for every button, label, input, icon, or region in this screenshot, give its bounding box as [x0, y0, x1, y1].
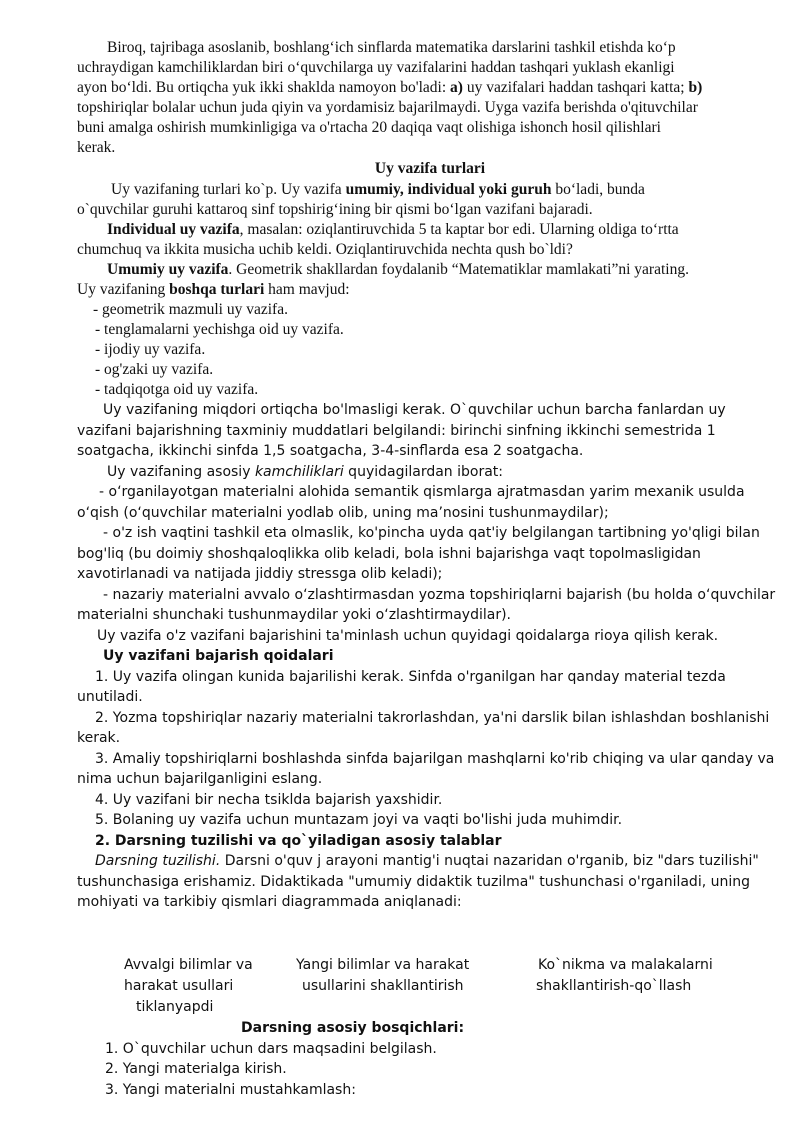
text-line: bog'liq (bu doimiy shoshqaloqlikka olib keladi, bola ishni bajarishga vaqt topolmasligidan	[77, 545, 701, 562]
diagram-box-previous-knowledge	[124, 955, 253, 1018]
text-line: materialni shunchaki tushunmaydilar yoki o‘zlashtirmaydilar).	[77, 607, 511, 623]
list-item: 2. Yozma topshiriqlar nazariy materialni takrorlashdan, ya'ni darslik bilan ishlashdan boshlanishi	[95, 709, 770, 726]
text-line: ayon bo‘ldi. Bu ortiqcha yuk ikki shaklda namoyon bo'ladi: a) uy vazifalari haddan tashqari katta; b)	[77, 79, 703, 96]
diagram-text: harakat usullari	[124, 978, 234, 994]
diagram-text: Ko`nikma va malakalarni	[538, 957, 713, 973]
section-heading: Darsning asosiy bosqichlari:	[241, 1020, 465, 1036]
paragraph-types	[77, 180, 783, 400]
section-heading: 2. Darsning tuzilishi va qo`yiladigan asosiy talablar	[95, 832, 502, 849]
text-line: Uy vazifa o'z vazifani bajarishini ta'minlash uchun quyidagi qoidalarga rioya qilish kerak.	[97, 627, 719, 644]
diagram-box-skills	[536, 955, 713, 997]
text-line: topshiriqlar bolalar uchun juda qiyin va yordamisiz bajarilmaydi. Uyga vazifa berishda o'qituvchilar	[77, 99, 698, 116]
diagram-text: tiklanyapdi	[136, 999, 214, 1015]
text-line: Uy vazifaning boshqa turlari ham mavjud:	[77, 281, 350, 298]
text-line: Individual uy vazifa, masalan: oziqlantiruvchida 5 ta kaptar bor edi. Ularning oldiga to‘rtta	[107, 221, 679, 238]
text-line: o‘qish (o‘quvchilar materialni yodlab olib, uning ma’nosini tushunmaydilar);	[77, 504, 609, 521]
stages-section	[77, 1018, 783, 1100]
list-item: - og'zaki uy vazifa.	[95, 361, 214, 378]
list-item: - tenglamalarni yechishga oid uy vazifa.	[95, 321, 344, 338]
paragraph-intro	[77, 38, 783, 158]
text-line: - o'z ish vaqtini tashkil eta olmaslik, ko'pincha uyda qat'iy belgilangan tartibning yo'qligi bilan	[103, 525, 760, 541]
paragraph-amount	[77, 400, 783, 913]
list-item: 2. Yangi materialga kirish.	[105, 1061, 287, 1077]
text-line: Uy vazifaning asosiy kamchiliklari quyidagilardan iborat:	[107, 463, 504, 480]
text-line: - o‘rganilayotgan materialni alohida semantik qismlarga ajratmasdan yarim mexanik usulda	[99, 484, 745, 500]
list-item: 4. Uy vazifani bir necha tsiklda bajarish yaxshidir.	[95, 791, 443, 808]
text-line: o`quvchilar guruhi kattaroq sinf topshirig‘ining bir qismi bo‘lgan vazifani bajaradi.	[77, 201, 593, 218]
text-line: Uy vazifaning turlari ko`p. Uy vazifa umumiy, individual yoki guruh bo‘ladi, bunda	[111, 181, 645, 198]
text-line: xavotirlanadi va natijada jiddiy stressga olib keladi);	[77, 566, 443, 582]
text-line: Biroq, tajribaga asoslanib, boshlang‘ich sinflarda matematika darslarini tashkil etishda ko‘p	[107, 39, 676, 56]
text-line: unutiladi.	[77, 689, 143, 705]
text-line: soatgacha, ikkinchi sinfda 1,5 soatgacha, 3-4-sinflarda esa 2 soatgacha.	[77, 443, 584, 459]
diagram-text: Yangi bilimlar va harakat	[296, 957, 470, 973]
text-line: kerak.	[77, 730, 121, 746]
section-heading: Uy vazifani bajarish qoidalari	[103, 648, 334, 664]
list-item: - tadqiqotga oid uy vazifa.	[95, 381, 259, 398]
list-item: - geometrik mazmuli uy vazifa.	[93, 301, 288, 318]
text-line: Darsning tuzilishi. Darsni o'quv j arayoni mantig'i nuqtai nazaridan o'rganib, biz "dars tuzilishi"	[95, 853, 759, 869]
diagram-text: Avvalgi bilimlar va	[124, 957, 253, 973]
text-line: chumchuq va ikkita musicha uchib keldi. Oziqlantiruvchida nechta qush bo`ldi?	[77, 241, 573, 258]
text-line: tushunchasiga erishamiz. Didaktikada "umumiy didaktik tuzilma" tushunchasi o'rganiladi, uning	[77, 873, 751, 890]
text-line: Umumiy uy vazifa. Geometrik shakllardan foydalanib “Matematiklar mamlakati”ni yarating.	[107, 261, 689, 278]
text-line: Uy vazifaning miqdori ortiqcha bo'lmasligi kerak. O`quvchilar uchun barcha fanlardan uy	[103, 402, 726, 418]
text-line: buni amalga oshirish mumkinligiga va o'rtacha 20 daqiqa vaqt olishiga ishonch hosil qilishlari	[77, 119, 661, 136]
text-line: nima uchun bajarilganligini eslang.	[77, 771, 323, 787]
diagram-text: usullarini shakllantirish	[302, 978, 464, 994]
section-heading: Uy vazifa turlari	[374, 160, 486, 177]
text-line: kerak.	[77, 139, 116, 156]
list-item: 1. O`quvchilar uchun dars maqsadini belgilash.	[105, 1040, 437, 1057]
diagram-box-new-knowledge	[296, 955, 469, 997]
list-item: 1. Uy vazifa olingan kunida bajarilishi kerak. Sinfda o'rganilgan har qanday material tezda	[95, 668, 726, 685]
list-item: 3. Yangi materialni mustahkamlash:	[105, 1081, 356, 1098]
list-item: - ijodiy uy vazifa.	[95, 341, 206, 358]
text-line: - nazariy materialni avvalo o‘zlashtirmasdan yozma topshiriqlarni bajarish (bu holda o‘quvchilar	[103, 586, 776, 603]
list-item: 3. Amaliy topshiriqlarni boshlashda sinfda bajarilgan mashqlarni ko'rib chiqing va ular qanday va	[95, 750, 775, 767]
text-line: mohiyati va tarkibiy qismlari diagrammada aniqlanadi:	[77, 894, 462, 910]
diagram-text: shakllantirish-qo`llash	[536, 978, 692, 994]
list-item: 5. Bolaning uy vazifa uchun muntazam joyi va vaqti bo'lishi juda muhimdir.	[95, 812, 623, 828]
text-line: vazifani bajarishning taxminiy muddatlari belgilandi: birinchi sinfning ikkinchi semestrida 1	[77, 422, 716, 439]
text-line: uchraydigan kamchiliklardan biri o‘quvchilarga uy vazifalarini haddan tashqari yuklash ekanligi	[77, 59, 675, 76]
